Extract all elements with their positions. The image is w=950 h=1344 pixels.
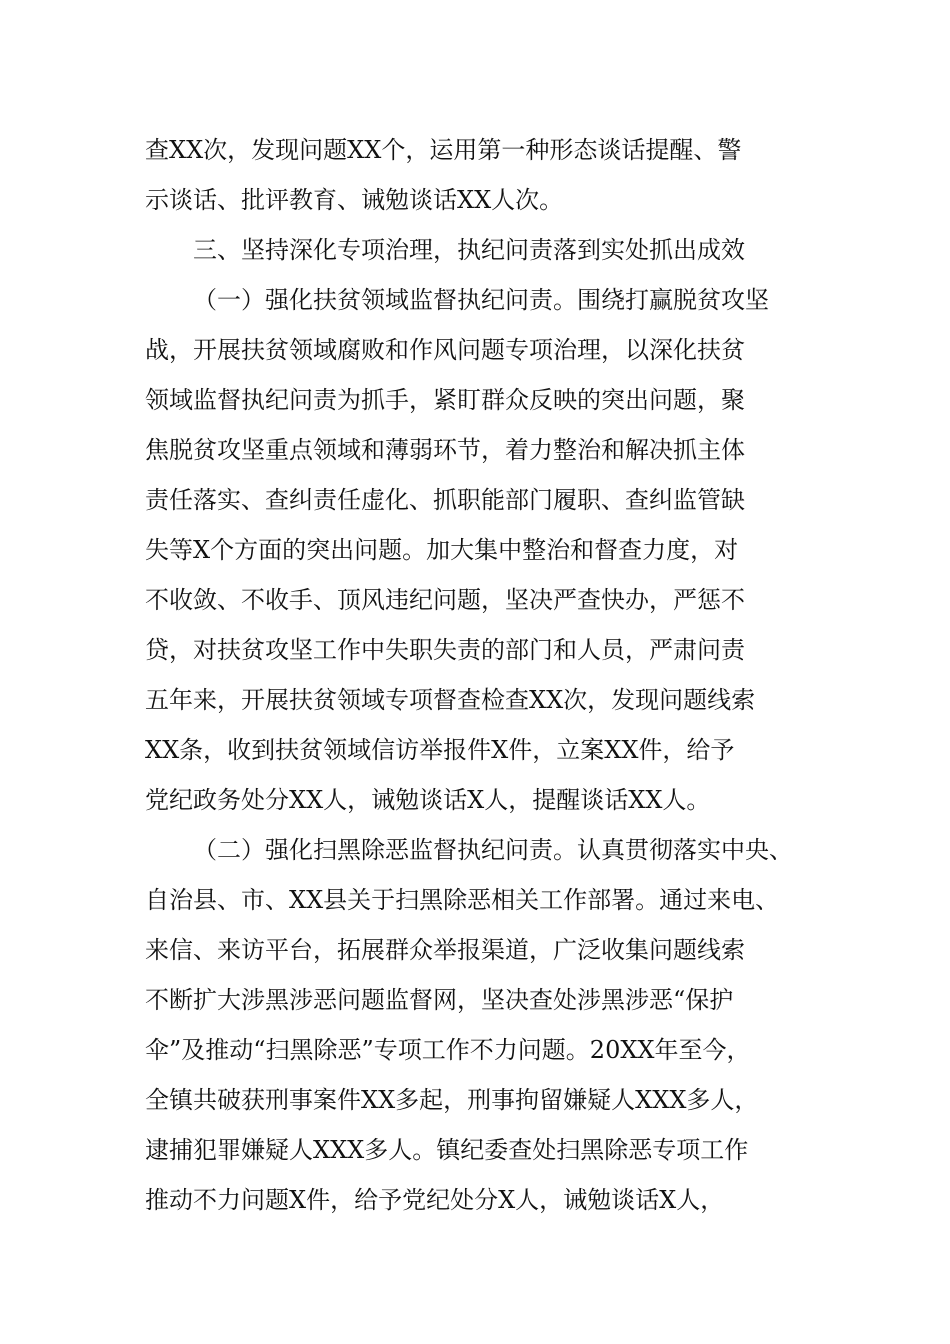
section-heading: 三、坚持深化专项治理，执纪问责落到实处抓出成效 — [193, 236, 745, 264]
text-line: 来信、来访平台，拓展群众举报渠道，广泛收集问题线索 — [145, 936, 745, 964]
text-line: XX条，收到扶贫领域信访举报件X件，立案XX件，给予 — [145, 736, 735, 764]
text-line: 领域监督执纪问责为抓手，紧盯群众反映的突出问题，聚 — [145, 386, 745, 414]
text-line: 查XX次，发现问题XX个，运用第一种形态谈话提醒、警 — [145, 136, 742, 164]
text-line: 失等X个方面的突出问题。加大集中整治和督查力度，对 — [145, 536, 739, 564]
text-line: 焦脱贫攻坚重点领域和薄弱环节，着力整治和解决抓主体 — [145, 436, 745, 464]
text-line: 不收敛、不收手、顶风违纪问题，坚决严查快办，严惩不 — [145, 586, 745, 614]
text-line: 全镇共破获刑事案件XX多起，刑事拘留嫌疑人XXX多人， — [145, 1086, 759, 1114]
text-line: 战，开展扶贫领域腐败和作风问题专项治理，以深化扶贫 — [145, 336, 745, 364]
text-line: 责任落实、查纠责任虚化、抓职能部门履职、查纠监管缺 — [145, 486, 745, 514]
text-line: 贷，对扶贫攻坚工作中失职失责的部门和人员，严肃问责 — [145, 636, 745, 664]
text-line: 伞”及推动“扫黑除恶”专项工作不力问题。20XX年至今， — [145, 1036, 751, 1064]
text-line: 示谈话、批评教育、诫勉谈话XX人次。 — [145, 186, 564, 214]
text-line: 不断扩大涉黑涉恶问题监督网，坚决查处涉黑涉恶“保护 — [145, 986, 734, 1014]
paragraph-start: （一）强化扶贫领域监督执纪问责。围绕打赢脱贫攻坚 — [193, 286, 769, 314]
text-line: 逮捕犯罪嫌疑人XXX多人。镇纪委查处扫黑除恶专项工作 — [145, 1136, 749, 1164]
text-line: 党纪政务处分XX人，诫勉谈话X人，提醒谈话XX人。 — [145, 786, 711, 814]
paragraph-start: （二）强化扫黑除恶监督执纪问责。认真贯彻落实中央、 — [193, 836, 793, 864]
text-line: 五年来，开展扶贫领域专项督查检查XX次，发现问题线索 — [145, 686, 756, 714]
text-line: 推动不力问题X件，给予党纪处分X人，诫勉谈话X人， — [145, 1186, 725, 1214]
text-line: 自治县、市、XX县关于扫黑除恶相关工作部署。通过来电、 — [145, 886, 780, 914]
